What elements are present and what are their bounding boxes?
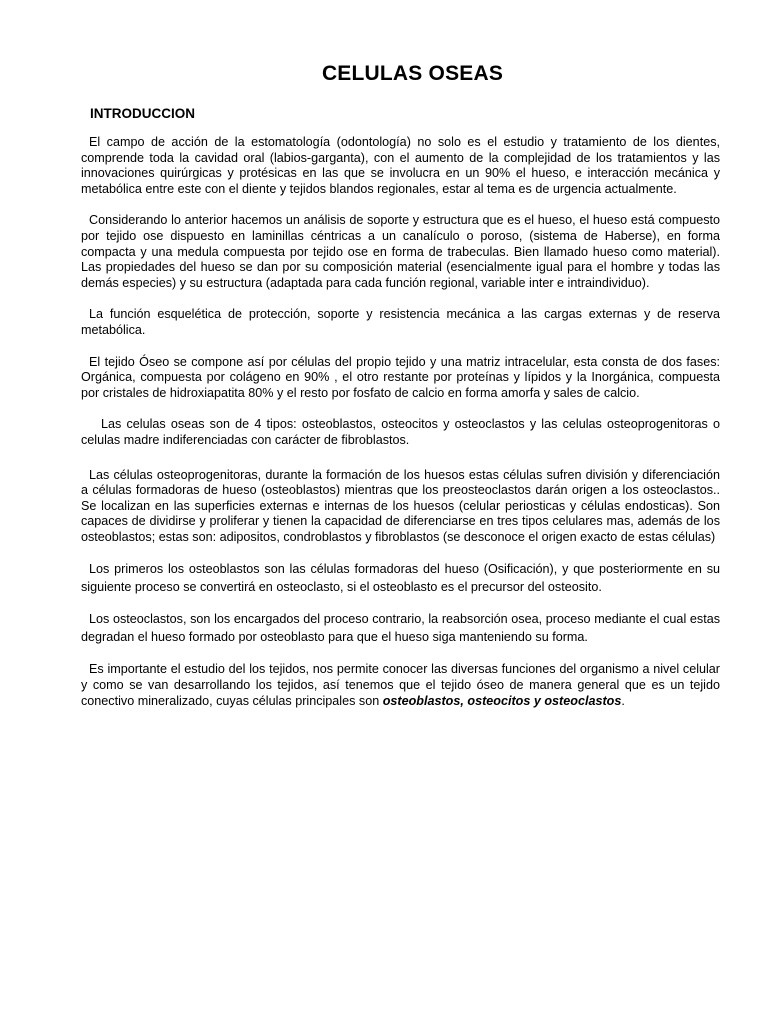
paragraph-text: El campo de acción de la estomatología (odontología) no solo es el estudio y tratamiento de los dientes, comprende toda la cavidad oral (labios-garganta), con el aumento de la complejidad de los tratamientos y las innovaciones quirúrgicas y protésicas en las que se involucra en un 90% el hueso, e interacción mecánica y metabólica entre este con el diente y tejidos blandos regionales, estar al tema es de urgencia actualmente. [81,135,720,196]
paragraph-end: . [621,693,625,708]
paragraph-9 [81,662,720,709]
paragraph-text: Los primeros los osteoblastos son las células formadoras del hueso (Osificación), y que posteriormente en su siguiente proceso se convertirá en osteoclasto, si el osteoblasto es el precursor del osteosito. [81,562,720,594]
paragraph-8 [81,611,720,646]
paragraph-2 [81,213,720,291]
paragraph-text: El tejido Óseo se compone así por células del propio tejido y una matriz intracelular, esta consta de dos fases: Orgánica, compuesta por colágeno en 90% , el otro restante por proteínas y lípidos y la Inorgánica, compuesta por cristales de hidroxiapatita 80% y el resto por fosfato de calcio en forma amorfa y sales de calcio. [81,354,720,400]
document-title: CELULAS OSEAS [321,62,504,85]
paragraph-text: Las celulas oseas son de 4 tipos: osteoblastos, osteocitos y osteoclastos y las celulas osteoprogenitoras o celulas madre indiferenciadas con carácter de fibroblastos. [81,417,720,447]
paragraph-text: Las células osteoprogenitoras, durante la formación de los huesos estas células sufren división y diferenciación a células formadoras de hueso (osteoblastos) mientras que los preosteoclastos darán origen a los osteoclastos.. Se localizan en las superficies externas e internas de los huesos (celular periosticas y células endosticas). Son capaces de dividirse y proliferar y tienen la capacidad de diferenciarse en tres tipos celulares mas, además de los osteoblastos; estas son: adipositos, condroblastos y fibroblastos (se desconoce el origen exacto de estas células) [81,467,720,544]
paragraph-5 [81,417,720,448]
paragraph-1 [81,135,720,197]
paragraph-text: La función esquelética de protección, soporte y resistencia mecánica a las cargas externas y de reserva metabólica. [81,307,720,337]
paragraph-3 [81,307,720,338]
paragraph-6 [81,468,720,546]
emphasized-cell-types: osteoblastos, osteocitos y osteoclastos [382,693,622,708]
paragraph-text: Los osteoclastos, son los encargados del proceso contrario, la reabsorción osea, proceso mediante el cual estas degradan el hueso formado por osteoblasto para que el hueso siga manteniendo su forma. [81,612,720,644]
paragraph-text: Considerando lo anterior hacemos un análisis de soporte y estructura que es el hueso, el hueso está compuesto por tejido ose dispuesto en laminillas céntricas a un canalículo o poroso, (sistema de Haberse), en forma compacta y una medula compuesta por tejido ose en forma de trabeculas. Bien llamado hueso como material). Las propiedades del hueso se dan por su composición material (esencialmente igual para el hombre y todas las demás especies) y su estructura (adaptada para cada función regional, variable inter e intraindividuo). [81,213,720,290]
paragraph-4 [81,355,720,402]
paragraph-7 [81,561,720,596]
paragraph-text: Es importante el estudio del los tejidos, nos permite conocer las diversas funciones del organismo a nivel celular y como se van desarrollando los tejidos, así tenemos que el tejido óseo de manera general que es un tejido conectivo mineralizado, cuyas células principales son [81,662,720,708]
section-heading: INTRODUCCION [90,106,195,121]
